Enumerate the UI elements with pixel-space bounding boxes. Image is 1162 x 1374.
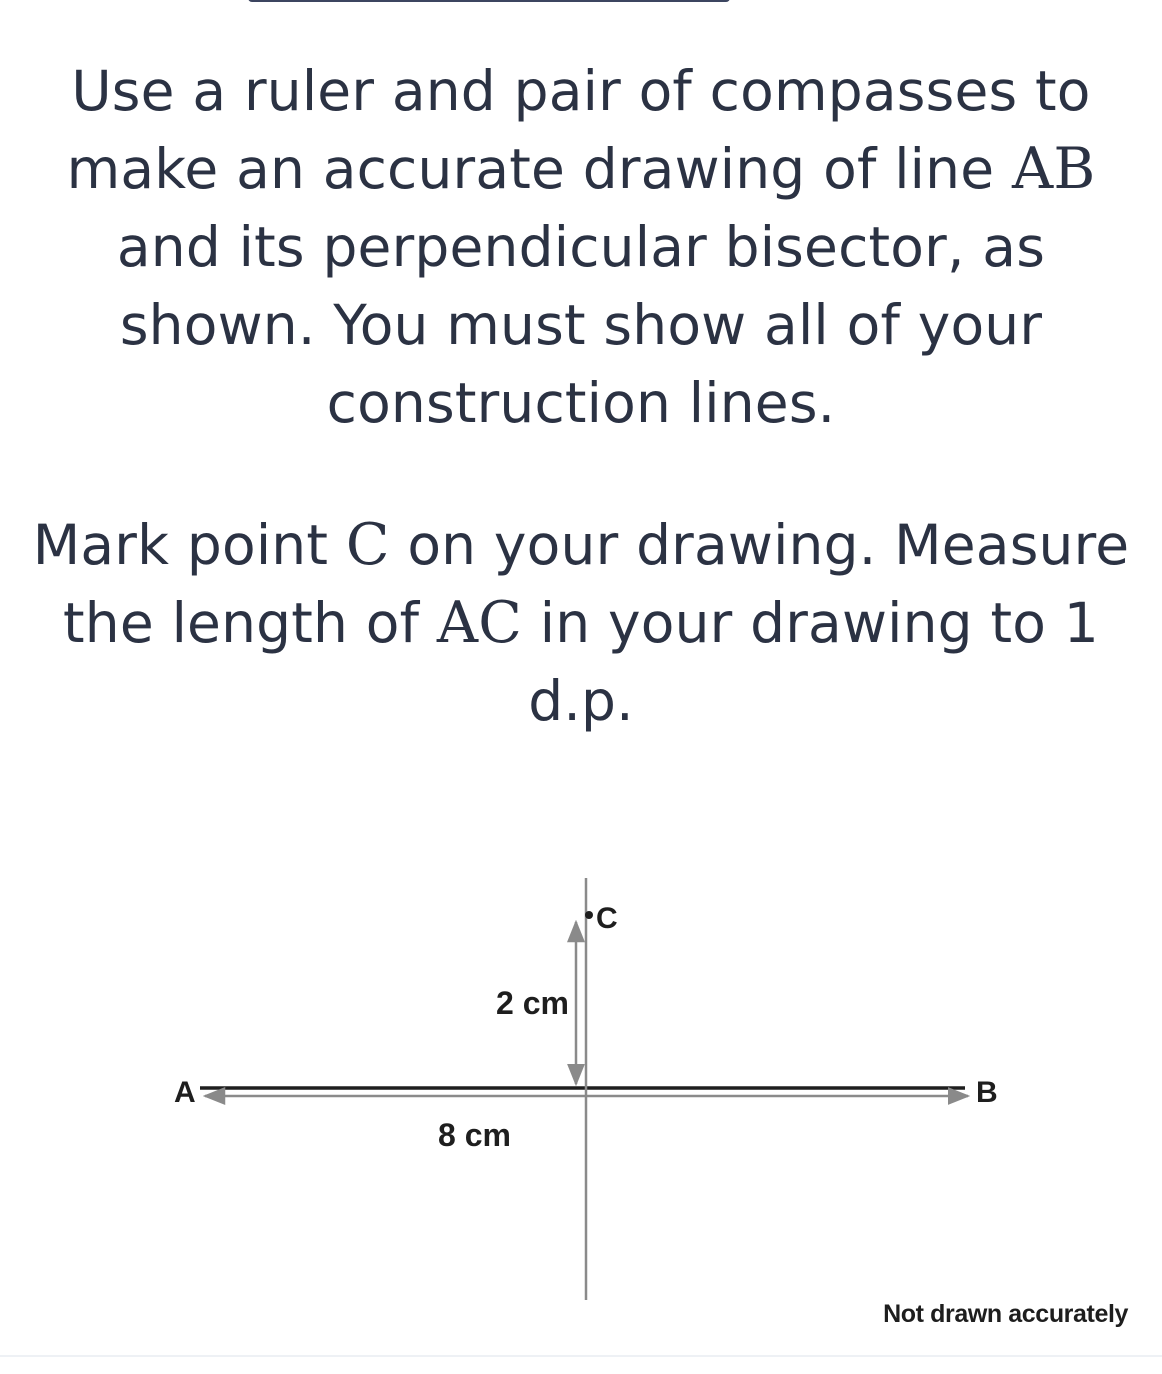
text-segment: on your drawing. Measure the length of (63, 513, 1130, 655)
math-label: AB (1011, 136, 1096, 202)
point-b-label: B (976, 1076, 998, 1109)
point-c-dot (585, 911, 593, 919)
not-drawn-accurately-note: Not drawn accurately (883, 1300, 1128, 1328)
ab-length-label: 8 cm (438, 1117, 511, 1153)
math-label: C (345, 512, 390, 578)
perpendicular-bisector-diagram (0, 860, 1162, 1330)
text-segment: Use a ruler and pair of compasses to make an accurate drawing of line (66, 59, 1091, 201)
text-segment: and its perpendicular bisector, as shown. You must show all of your construction lines. (116, 215, 1046, 435)
bottom-divider (0, 1355, 1162, 1357)
math-label: AC (436, 590, 523, 656)
instruction-paragraph (30, 52, 1132, 442)
top-divider-bar (248, 0, 730, 2)
point-c-label: C (596, 902, 618, 935)
task-paragraph (30, 506, 1132, 740)
point-a-label: A (174, 1076, 196, 1109)
question-text (30, 52, 1132, 740)
height-length-label: 2 cm (496, 985, 569, 1021)
text-segment: in your drawing to 1 d.p. (522, 591, 1099, 733)
text-segment: Mark point (32, 513, 346, 577)
